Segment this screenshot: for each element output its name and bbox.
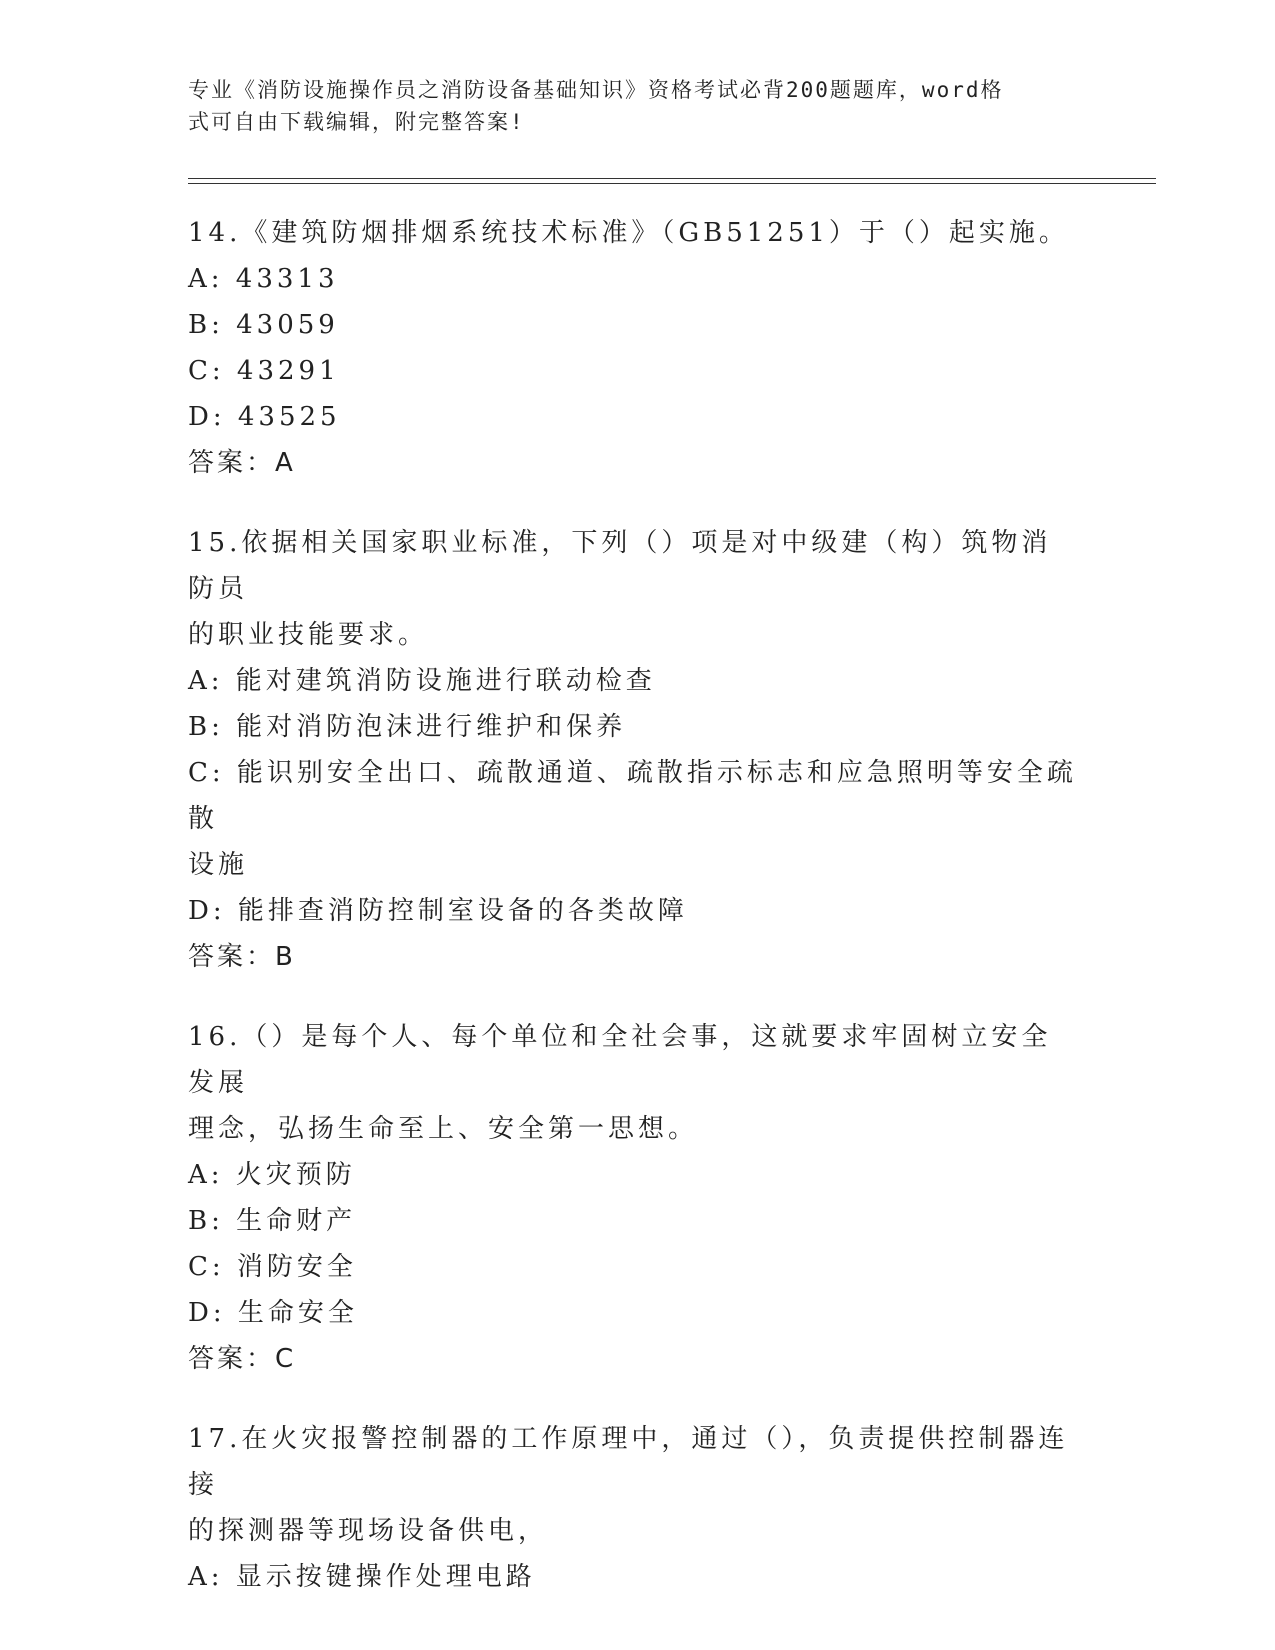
header-divider-top	[188, 178, 1156, 179]
question-17	[188, 1416, 1078, 1600]
option-d: D: 43525	[188, 402, 341, 432]
header-line-2: 式可自由下载编辑，附完整答案!	[188, 110, 525, 134]
question-list	[188, 210, 1078, 1634]
option-c-continued: 设施	[188, 850, 249, 880]
option-a: A: 显示按键操作处理电路	[188, 1562, 536, 1592]
option-a: A: 43313	[188, 264, 339, 294]
option-d: D: 生命安全	[188, 1298, 358, 1328]
question-16	[188, 1014, 1078, 1382]
option-b: B: 能对消防泡沫进行维护和保养	[188, 712, 627, 742]
answer: 答案：A	[188, 448, 296, 478]
question-stem: 14.《建筑防烟排烟系统技术标准》（GB51251）于（）起实施。	[188, 218, 1069, 248]
question-stem-line-1: 15.依据相关国家职业标准，下列（）项是对中级建（构）筑物消防员	[188, 528, 1052, 604]
question-stem-line-1: 17.在火灾报警控制器的工作原理中，通过（），负责提供控制器连接	[188, 1424, 1069, 1500]
option-c: C: 43291	[188, 356, 340, 386]
option-b: B: 43059	[188, 310, 339, 340]
question-stem-line-2: 的探测器等现场设备供电，	[188, 1516, 549, 1546]
option-a: A: 能对建筑消防设施进行联动检查	[188, 666, 656, 696]
header-divider-bottom	[188, 183, 1156, 184]
question-stem-line-2: 的职业技能要求。	[188, 620, 429, 650]
answer: 答案：C	[188, 1344, 297, 1374]
option-b: B: 生命财产	[188, 1206, 357, 1236]
question-stem-line-1: 16.（）是每个人、每个单位和全社会事，这就要求牢固树立安全发展	[188, 1022, 1052, 1098]
option-d: D: 能排查消防控制室设备的各类故障	[188, 896, 688, 926]
document-header	[188, 74, 1068, 138]
question-stem-line-2: 理念，弘扬生命至上、安全第一思想。	[188, 1114, 699, 1144]
answer: 答案：B	[188, 942, 296, 972]
option-a: A: 火灾预防	[188, 1160, 356, 1190]
header-line-1: 专业《消防设施操作员之消防设备基础知识》资格考试必背200题题库，word格	[188, 78, 1004, 102]
option-c: C: 能识别安全出口、疏散通道、疏散指示标志和应急照明等安全疏散	[188, 758, 1077, 834]
question-14	[188, 210, 1078, 486]
question-15	[188, 520, 1078, 980]
option-c: C: 消防安全	[188, 1252, 357, 1282]
